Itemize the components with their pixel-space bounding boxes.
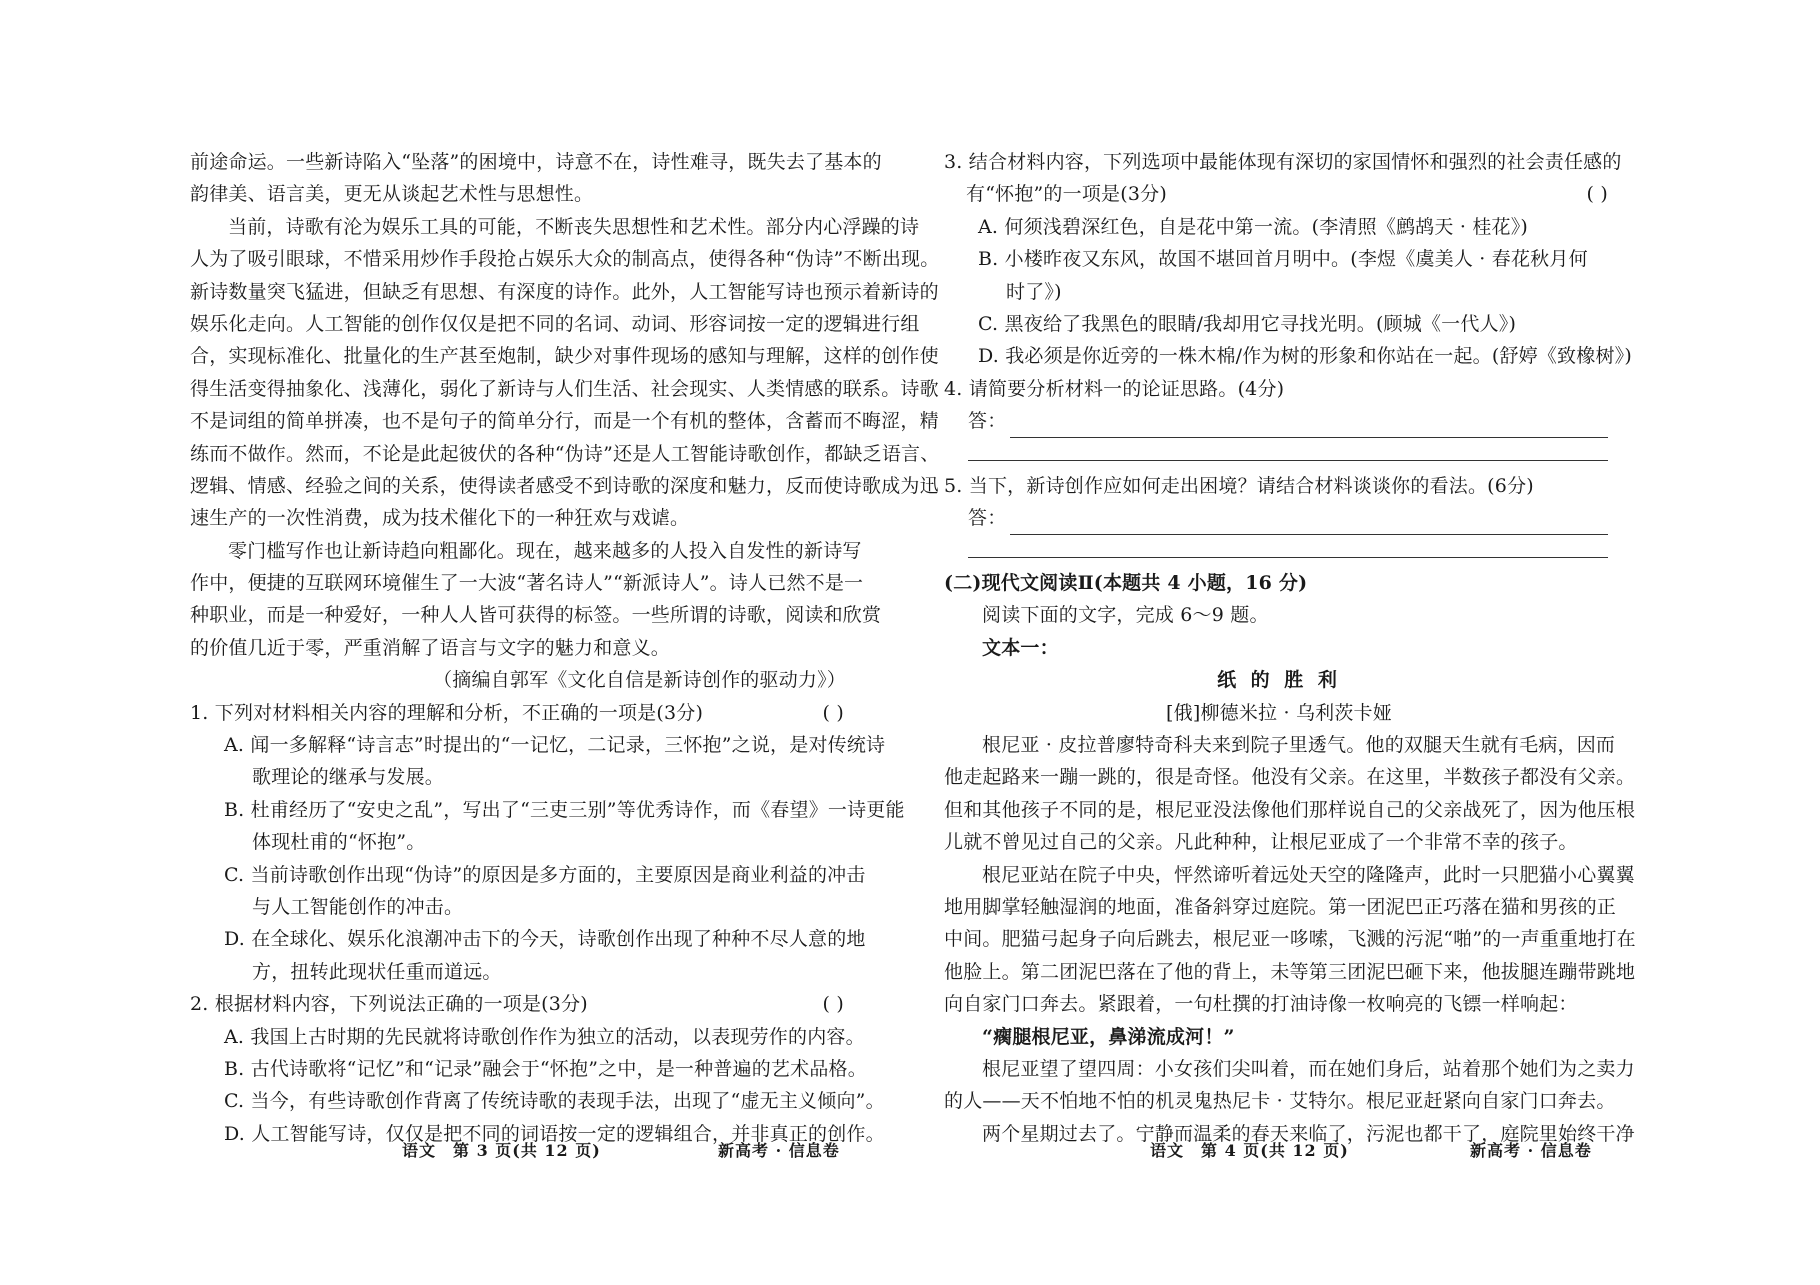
page-number: 语文 第 4 页(共 12 页) (1150, 1141, 1349, 1160)
q2-option-d: D. 人工智能写诗，仅仅是把不同的词语按一定的逻辑组合，并非真正的创作。 (224, 1122, 885, 1145)
paragraph-line: 不是词组的简单拼凑，也不是句子的简单分行，而是一个有机的整体，含蓄而不晦涩，精 (190, 410, 939, 433)
q5-answer-line (944, 502, 1614, 534)
question-3-stem-cont (944, 178, 1614, 210)
answer-paren: ( ) (1586, 183, 1608, 206)
question-text: 2. 根据材料内容，下列说法正确的一项是(3分) (190, 993, 588, 1016)
story-line: 儿就不曾见过自己的父亲。凡此种种，让根尼亚成了一个非常不幸的孩子。 (944, 831, 1578, 854)
story-line: 根尼亚站在院子中央，怦然谛听着远处天空的隆隆声，此时一只肥猫小心翼翼 (982, 863, 1635, 886)
right-page-content (944, 146, 1636, 1150)
question-2-stem (190, 988, 850, 1020)
q4-answer-line (944, 405, 1614, 437)
q1-option-d: D. 在全球化、娱乐化浪潮冲击下的今天，诗歌创作出现了种种不尽人意的地 (224, 928, 866, 951)
story-line: 他脸上。第二团泥巴落在了他的背上，未等第三团泥巴砸下来，他拔腿连蹦带跳地 (944, 960, 1636, 983)
story-line: 中间。肥猫弓起身子向后跳去，根尼亚一哆嗦，飞溅的污泥“啪”的一声重重地打在 (944, 928, 1636, 951)
q1-option-b-cont: 体现杜甫的“怀抱”。 (252, 831, 426, 854)
page-number: 语文 第 3 页(共 12 页) (402, 1141, 601, 1160)
q2-option-a: A. 我国上古时期的先民就将诗歌创作作为独立的活动，以表现劳作的内容。 (224, 1025, 865, 1048)
paragraph-line: 得生活变得抽象化、浅薄化，弱化了新诗与人们生活、社会现实、人类情感的联系。诗歌 (190, 377, 939, 400)
q3-option-b: B. 小楼昨夜又东风，故国不堪回首月明中。(李煜《虞美人 · 春花秋月何 (978, 248, 1588, 271)
q2-option-c: C. 当今，有些诗歌创作背离了传统诗歌的表现手法，出现了“虚无主义倾向”。 (224, 1090, 885, 1113)
paragraph-line: 新诗数量突飞猛进，但缺乏有思想、有深度的诗作。此外，人工智能写诗也预示着新诗的 (190, 280, 939, 303)
paragraph-line: 娱乐化走向。人工智能的创作仅仅是把不同的名词、动词、形容词按一定的逻辑进行组 (190, 312, 920, 335)
story-author: [俄]柳德米拉 · 乌利茨卡娅 (1166, 701, 1392, 724)
answer-rule[interactable] (1010, 512, 1608, 535)
story-line: 两个星期过去了。宁静而温柔的春天来临了，污泥也都干了，庭院里始终干净 (982, 1122, 1635, 1145)
q2-option-b: B. 古代诗歌将“记忆”和“记录”融会于“怀抱”之中，是一种普遍的艺术品格。 (224, 1057, 867, 1080)
story-line: “瘸腿根尼亚，鼻涕流成河！” (982, 1025, 1235, 1048)
story-line: 地用脚掌轻触湿润的地面，准备斜穿过庭院。第一团泥巴正巧落在猫和男孩的正 (944, 895, 1617, 918)
q3-option-c: C. 黑夜给了我黑色的眼睛/我却用它寻找光明。(顾城《一代人》) (978, 312, 1517, 335)
paragraph-line: 人为了吸引眼球，不惜采用炒作手段抢占娱乐大众的制高点，使得各种“伪诗”不断出现。 (190, 248, 940, 271)
paper-brand: 新高考 · 信息卷 (1470, 1141, 1592, 1160)
q3-option-d: D. 我必须是你近旁的一株木棉/作为树的形象和你站在一起。(舒婷《致橡树》) (978, 345, 1632, 368)
answer-rule[interactable] (968, 438, 1608, 461)
paragraph-line: 逻辑、情感、经验之间的关系，使得读者感受不到诗歌的深度和魅力，反而使诗歌成为迅 (190, 474, 939, 497)
paragraph-line: 合，实现标准化、批量化的生产甚至炮制，缺少对事件现场的感知与理解，这样的创作使 (190, 345, 939, 368)
paragraph-line: 速生产的一次性消费，成为技术催化下的一种狂欢与戏谑。 (190, 507, 690, 530)
q5-answer-line-2 (944, 535, 1614, 567)
q3-option-a: A. 何须浅碧深红色，自是花中第一流。(李清照《鹧鸪天 · 桂花》) (978, 215, 1529, 238)
section-header: (二)现代文阅读Ⅱ(本题共 4 小题，16 分) (944, 572, 1308, 595)
paragraph-line: 种职业，而是一种爱好，一种人人皆可获得的标签。一些所谓的诗歌，阅读和欣赏 (190, 604, 882, 627)
story-line: 他走起路来一蹦一跳的，很是奇怪。他没有父亲。在这里，半数孩子都没有父亲。 (944, 766, 1636, 789)
question-4-stem: 4. 请简要分析材料一的论证思路。(4分) (944, 377, 1285, 400)
left-page-content (190, 146, 940, 1150)
answer-rule[interactable] (1010, 415, 1608, 438)
question-3-stem: 3. 结合材料内容，下列选项中最能体现有深切的家国情怀和强烈的社会责任感的 (944, 151, 1622, 173)
q1-option-c: C. 当前诗歌创作出现“伪诗”的原因是多方面的，主要原因是商业利益的冲击 (224, 863, 866, 886)
paragraph-line: 练而不做作。然而，不论是此起彼伏的各种“伪诗”还是人工智能诗歌创作，都缺乏语言、 (190, 442, 940, 465)
paragraph-line: 零门槛写作也让新诗趋向粗鄙化。现在，越来越多的人投入自发性的新诗写 (228, 539, 862, 562)
q1-option-a: A. 闻一多解释“诗言志”时提出的“一记忆，二记录，三怀抱”之说，是对传统诗 (224, 734, 886, 757)
paragraph-line: 作中，便捷的互联网环境催生了一大波“著名诗人”“新派诗人”。诗人已然不是一 (190, 572, 864, 595)
q1-option-a-cont: 歌理论的继承与发展。 (252, 766, 445, 789)
q1-option-b: B. 杜甫经历了“安史之乱”，写出了“三吏三别”等优秀诗作，而《春望》一诗更能 (224, 798, 905, 821)
story-line: 根尼亚 · 皮拉普廖特奇科夫来到院子里透气。他的双腿天生就有毛病，因而 (982, 734, 1616, 757)
answer-paren: ( ) (822, 701, 844, 724)
q3-option-b-cont: 时了》) (1006, 280, 1062, 303)
paragraph-line: 前途命运。一些新诗陷入“坠落”的困境中，诗意不在，诗性难寻，既失去了基本的 (190, 151, 882, 173)
question-text: 1. 下列对材料相关内容的理解和分析，不正确的一项是(3分) (190, 701, 704, 724)
q4-answer-line-2 (944, 438, 1614, 470)
question-text: 有“怀抱”的一项是(3分) (966, 183, 1167, 206)
text-label: 文本一： (982, 636, 1059, 659)
q1-option-d-cont: 方，扭转此现状任重而道远。 (252, 960, 502, 983)
story-line: 根尼亚望了望四周：小女孩们尖叫着，而在她们身后，站着那个她们为之卖力 (982, 1057, 1635, 1080)
answer-label: 答： (968, 410, 1007, 433)
instruction: 阅读下面的文字，完成 6～9 题。 (982, 604, 1269, 627)
question-5-stem: 5. 当下，新诗创作应如何走出困境？请结合材料谈谈你的看法。(6分) (944, 474, 1534, 497)
story-line: 的人——天不怕地不怕的机灵鬼热尼卡 · 艾特尔。根尼亚赶紧向自家门口奔去。 (944, 1090, 1616, 1113)
question-1-stem (190, 697, 850, 729)
answer-rule[interactable] (968, 535, 1608, 558)
source-citation: （摘编自郭军《文化自信是新诗创作的驱动力》） (433, 669, 846, 692)
story-line: 但和其他孩子不同的是，根尼亚没法像他们那样说自己的父亲战死了，因为他压根 (944, 798, 1636, 821)
answer-label: 答： (968, 507, 1007, 530)
paper-brand: 新高考 · 信息卷 (718, 1141, 840, 1160)
story-title: 纸 的 胜 利 (1217, 669, 1341, 692)
paragraph-line: 当前，诗歌有沦为娱乐工具的可能，不断丧失思想性和艺术性。部分内心浮躁的诗 (228, 215, 920, 238)
q1-option-c-cont: 与人工智能创作的冲击。 (252, 895, 464, 918)
right-page (910, 0, 1820, 1285)
paragraph-line: 韵律美、语言美，更无从谈起艺术性与思想性。 (190, 183, 594, 206)
paragraph-line: 的价值几近于零，严重消解了语言与文字的魅力和意义。 (190, 636, 671, 659)
answer-paren: ( ) (822, 993, 844, 1016)
story-line: 向自家门口奔去。紧跟着，一句杜撰的打油诗像一枚响亮的飞镖一样响起： (944, 993, 1578, 1016)
